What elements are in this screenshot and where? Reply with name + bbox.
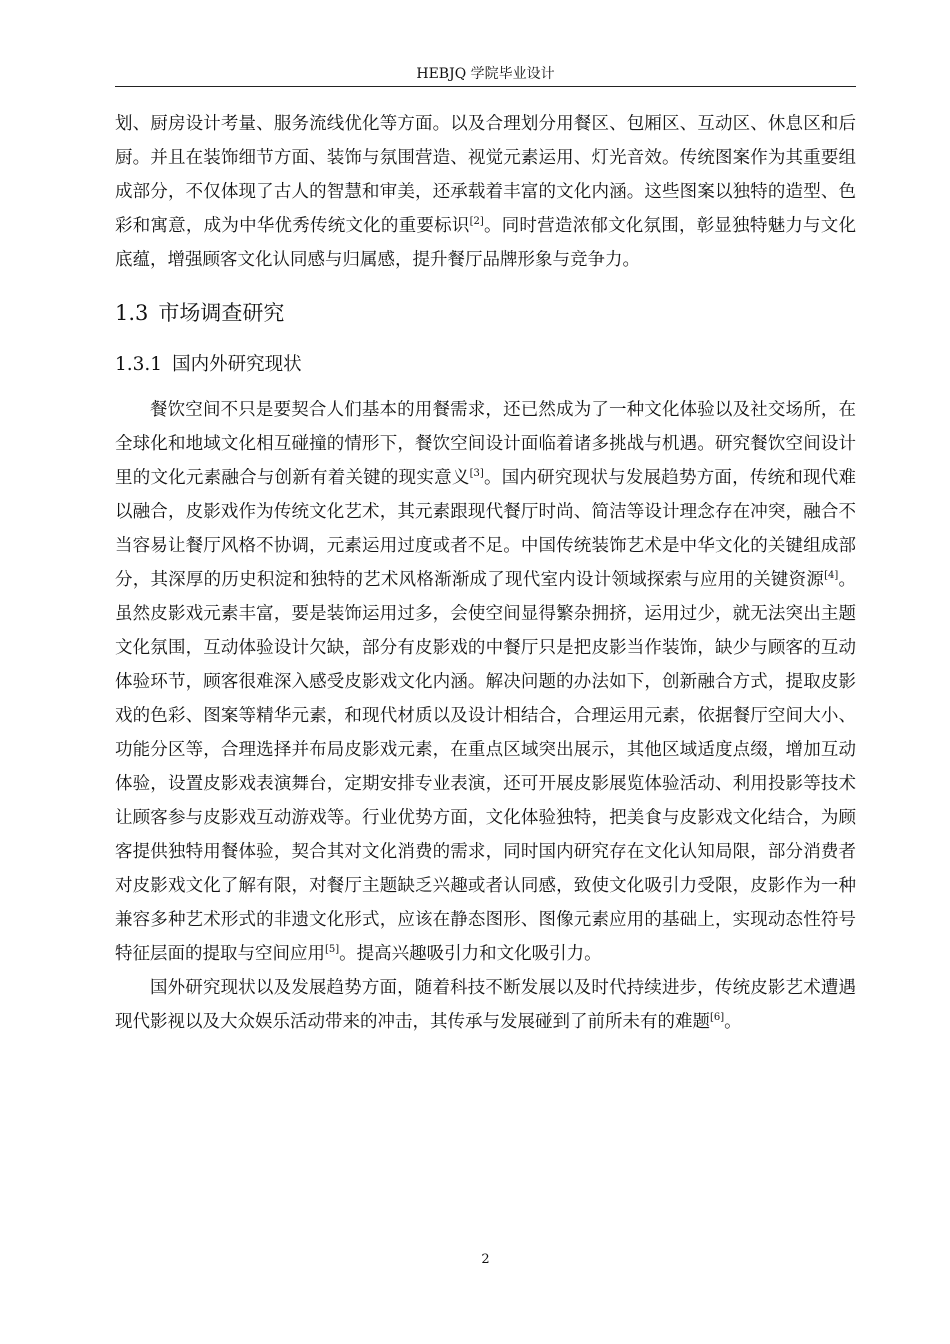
- citation-ref: [4]: [824, 570, 839, 581]
- section-number: 1.3: [115, 301, 149, 325]
- document-body: [115, 107, 856, 1039]
- citation-ref: [2]: [469, 216, 484, 227]
- subsection-heading: [115, 347, 856, 383]
- page-footer: [115, 1251, 856, 1269]
- page-header: [115, 64, 856, 84]
- subsection-title: 国内外研究现状: [172, 354, 302, 375]
- paragraph-text: 。虽然皮影戏元素丰富，要是装饰运用过多，会使空间显得繁杂拥挤，运用过少，就无法突出主题文化氛围，互动体验设计欠缺，部分有皮影戏的中餐厅只是把皮影当作装饰，缺少与顾客的互动体验环节，顾客很难深入感受皮影戏文化内涵。解决问题的办法如下，创新融合方式，提取皮影戏的色彩、图案等精华元素，和现代材质以及设计相结合，合理运用元素，依据餐厅空间大小、功能分区等，合理选择并布局皮影戏元素，在重点区域突出展示，其他区域适度点缀，增加互动体验，设置皮影戏表演舞台，定期安排专业表演，还可开展皮影展览体验活动、利用投影等技术让顾客参与皮影戏互动游戏等。行业优势方面，文化体验独特，把美食与皮影戏文化结合，为顾客提供独特用餐体验，契合其对文化消费的需求，同时国内研究存在文化认知局限，部分消费者对皮影戏文化了解有限，对餐厅主题缺乏兴趣或者认同感，致使文化吸引力受限，皮影作为一种兼容多种艺术形式的非遗文化形式，应该在静态图形、图像元素应用的基础上，实现动态性符号特征层面的提取与空间应用: [115, 570, 857, 964]
- section-heading: [115, 293, 856, 333]
- paragraph-text: 餐饮空间不只是要契合人们基本的用餐需求，还已然成为了一种文化体验以及社交场所，在全球化和地域文化相互碰撞的情形下，餐饮空间设计面临着诸多挑战与机遇。研究餐饮空间设计里的文化元素融合与创新有着关键的现实意义: [115, 400, 856, 488]
- paragraph-text: 。: [724, 1012, 742, 1032]
- paragraph-text: 国外研究现状以及发展趋势方面，随着科技不断发展以及时代持续进步，传统皮影艺术遭遇现代影视以及大众娱乐活动带来的冲击，其传承与发展碰到了前所未有的难题: [115, 978, 856, 1032]
- paragraph-research-status: [115, 393, 856, 971]
- paragraph-text: 。提高兴趣吸引力和文化吸引力。: [339, 944, 602, 964]
- paragraph-text: 。同时营造浓郁文化氛围，彰显独特魅力与文化底蕴，增强顾客文化认同感与归属感，提升餐厅品牌形象与竞争力。: [115, 216, 857, 270]
- paragraph-continued: [115, 107, 856, 277]
- citation-ref: [6]: [710, 1012, 725, 1023]
- citation-ref: [3]: [469, 468, 484, 479]
- subsection-number: 1.3.1: [115, 354, 163, 375]
- header-title: HEBJQ 学院毕业设计: [416, 66, 555, 82]
- header-divider: [115, 86, 856, 87]
- section-title: 市场调查研究: [158, 301, 285, 325]
- paragraph-foreign-status: [115, 971, 856, 1039]
- page-number: 2: [481, 1252, 490, 1267]
- citation-ref: [5]: [325, 944, 340, 955]
- paragraph-text: 划、厨房设计考量、服务流线优化等方面。以及合理划分用餐区、包厢区、互动区、休息区和后厨。并且在装饰细节方面、装饰与氛围营造、视觉元素运用、灯光音效。传统图案作为其重要组成部分，不仅体现了古人的智慧和审美，还承载着丰富的文化内涵。这些图案以独特的造型、色彩和寓意，成为中华优秀传统文化的重要标识: [115, 114, 856, 236]
- paragraph-text: 。国内研究现状与发展趋势方面，传统和现代难以融合，皮影戏作为传统文化艺术，其元素跟现代餐厅时尚、简洁等设计理念存在冲突，融合不当容易让餐厅风格不协调，元素运用过度或者不足。中国传统装饰艺术是中华文化的关键组成部分，其深厚的历史积淀和独特的艺术风格渐渐成了现代室内设计领域探索与应用的关键资源: [115, 468, 857, 590]
